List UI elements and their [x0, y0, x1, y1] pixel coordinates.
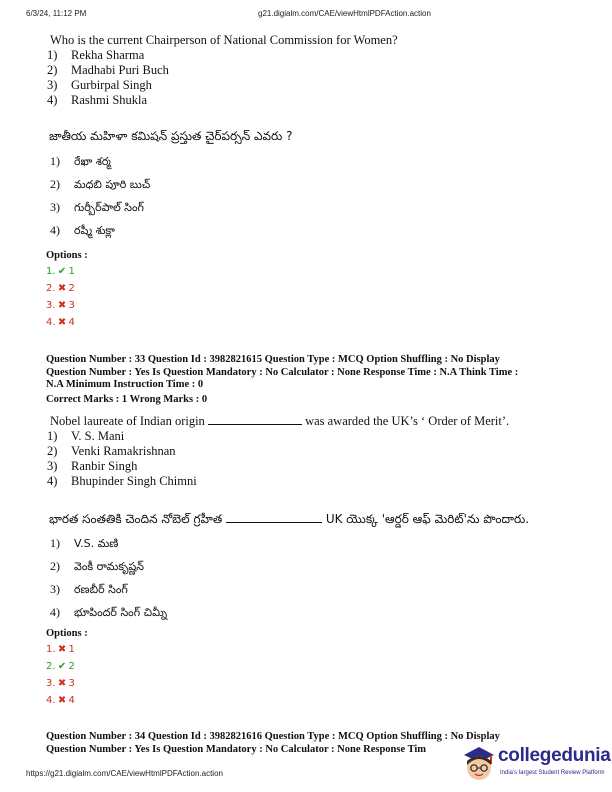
option-item: 3) గుర్బీర్‌పాల్ సింగ్	[50, 200, 144, 214]
answer-option: 4. ✖ 4	[46, 695, 75, 706]
q32-question-te: జాతీయ మహిళా కమిషన్ ప్రస్తుత చైర్‌పర్సన్ ఎవరు ?	[49, 129, 293, 143]
collegedunia-logo	[458, 741, 612, 791]
q33-question-te: భారత సంతతికి చెందిన నోబెల్ గ్రహీత UK యొక్క 'ఆర్డర్ ఆఫ్ మెరిట్'ను పొందారు.	[49, 512, 530, 526]
options-title: Options :	[46, 628, 88, 639]
option-item: 4) భూపిందర్ సింగ్ చిమ్నీ	[50, 605, 168, 619]
option-item: 2) Venki Ramakrishnan	[47, 444, 176, 458]
cross-icon: ✖	[57, 695, 67, 706]
q33-question-en: Nobel laureate of Indian origin was awarded the UK’s ‘ Order of Merit’.	[50, 414, 510, 428]
option-item: 4) Rashmi Shukla	[47, 93, 148, 107]
cross-icon: ✖	[57, 317, 67, 328]
fill-blank	[226, 512, 322, 523]
option-item: 1) Rekha Sharma	[47, 48, 145, 62]
answer-option: 1. ✔ 1	[46, 266, 75, 277]
q33-meta: Question Number : 33 Question Id : 3982821615 Question Type : MCQ Option Shuffling : No Display Question Number : Yes Is Question Mandatory : No Calculator : None Response Time : N.A Think Time : N.A Minimum Instruction Time : 0	[46, 354, 519, 390]
answer-option: 3. ✖ 3	[46, 300, 75, 311]
cross-icon: ✖	[57, 644, 67, 655]
answer-option: 2. ✔ 2	[46, 661, 75, 672]
option-item: 2) Madhabi Puri Buch	[47, 63, 169, 77]
options-title: Options :	[46, 250, 88, 261]
mascot-icon	[460, 743, 498, 785]
option-item: 1) రేఖా శర్మ	[50, 154, 111, 168]
fill-blank	[208, 414, 302, 425]
q32-options-en	[47, 48, 169, 108]
cross-icon: ✖	[57, 678, 67, 689]
logo-tagline: India's largest Student Review Platform	[500, 770, 605, 776]
cross-icon: ✖	[57, 300, 67, 311]
option-item: 3) Gurbirpal Singh	[47, 78, 152, 92]
option-item: 1) V. S. Mani	[47, 429, 125, 443]
q33-options-en	[47, 429, 197, 489]
cross-icon: ✖	[57, 283, 67, 294]
print-datetime: 6/3/24, 11:12 PM	[26, 9, 87, 18]
option-item: 1) V.S. మణి	[50, 536, 119, 550]
q32-question-en: Who is the current Chairperson of National Commission for Women?	[50, 33, 398, 47]
option-item: 4) Bhupinder Singh Chimni	[47, 474, 197, 488]
answer-option: 2. ✖ 2	[46, 283, 75, 294]
page-url[interactable]: g21.digialm.com/CAE/viewHtmlPDFAction.action	[258, 9, 431, 18]
q34-meta: Question Number : 34 Question Id : 3982821616 Question Type : MCQ Option Shuffling : No Display Question Number : Yes Is Question Mandatory : No Calculator : None Response Tim	[46, 731, 500, 755]
logo-wordmark: collegedunia	[498, 745, 611, 766]
answer-option: 4. ✖ 4	[46, 317, 75, 328]
footer-url[interactable]: https://g21.digialm.com/CAE/viewHtmlPDFAction.action	[26, 769, 223, 778]
option-item: 2) వెంకీ రామకృష్ణన్	[50, 559, 144, 573]
answer-option: 3. ✖ 3	[46, 678, 75, 689]
option-item: 3) Ranbir Singh	[47, 459, 138, 473]
check-icon: ✔	[57, 266, 67, 277]
q33-marks: Correct Marks : 1 Wrong Marks : 0	[46, 394, 208, 405]
option-item: 4) రష్మీ శుక్లా	[50, 223, 115, 237]
option-item: 2) మధబి పూరి బుచ్	[50, 177, 151, 191]
option-item: 3) రణబీర్ సింగ్	[50, 582, 128, 596]
answer-option: 1. ✖ 1	[46, 644, 75, 655]
check-icon: ✔	[57, 661, 67, 672]
